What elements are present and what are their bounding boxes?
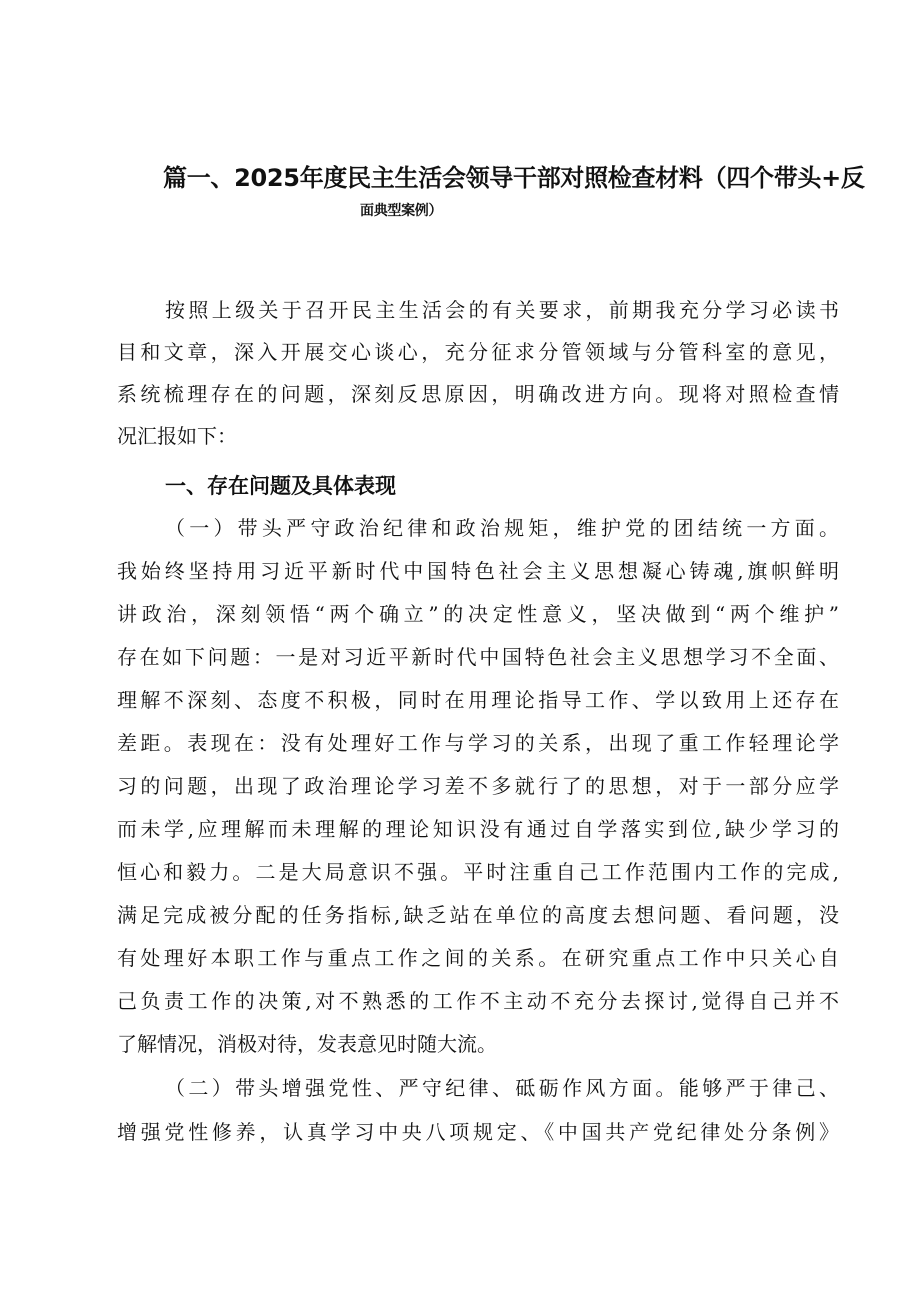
- section-heading: 一、存在问题及具体表现: [165, 474, 396, 498]
- paragraph-line: 差距。表现在：没有处理好工作与学习的关系，出现了重工作轻理论学: [117, 731, 839, 755]
- paragraph-line: 恒心和毅力。二是大局意识不强。平时注重自己工作范围内工作的完成,: [117, 860, 839, 884]
- paragraph-line: 理解不深刻、态度不积极，同时在用理论指导工作、学以致用上还存在: [117, 688, 839, 712]
- paragraph-line: 增强党性修养，认真学习中央八项规定、《中国共产党纪律处分条例》: [117, 1120, 839, 1144]
- paragraph-line: 而未学,应理解而未理解的理论知识没有通过自学落实到位,缺少学习的: [117, 817, 839, 841]
- paragraph-line: 存在如下问题：一是对习近平新时代中国特色社会主义思想学习不全面、: [117, 645, 839, 669]
- paragraph-line: 有处理好本职工作与重点工作之间的关系。在研究重点工作中只关心自: [117, 946, 839, 970]
- paragraph-line: 我始终坚持用习近平新时代中国特色社会主义思想凝心铸魂,旗帜鲜明: [117, 559, 839, 583]
- paragraph-line: 满足完成被分配的任务指标,缺乏站在单位的高度去想问题、看问题，没: [117, 903, 839, 927]
- document-title-line-2: 面典型案例）: [360, 203, 443, 219]
- paragraph-line: 讲政治，深刻领悟“两个确立”的决定性意义，坚决做到“两个维护”: [117, 602, 839, 626]
- intro-line: 况汇报如下：: [117, 424, 237, 448]
- document-title-line-1: 篇一、2025年度民主生活会领导干部对照检查材料（四个带头+反: [163, 164, 865, 192]
- intro-line: 按照上级关于召开民主生活会的有关要求，前期我充分学习必读书: [165, 298, 839, 322]
- paragraph-line: 了解情况，消极对待，发表意见时随大流。: [117, 1032, 497, 1056]
- intro-line: 系统梳理存在的问题，深刻反思原因，明确改进方向。现将对照检查情: [117, 382, 839, 406]
- paragraph-line: 己负责工作的决策,对不熟悉的工作不主动不充分去探讨,觉得自己并不: [117, 989, 839, 1013]
- paragraph-line: （二）带头增强党性、严守纪律、砥砺作风方面。能够严于律己、: [165, 1076, 839, 1100]
- intro-line: 目和文章，深入开展交心谈心，充分征求分管领域与分管科室的意见，: [117, 340, 839, 364]
- paragraph-line: 习的问题，出现了政治理论学习差不多就行了的思想，对于一部分应学: [117, 774, 839, 798]
- paragraph-line: （一）带头严守政治纪律和政治规矩，维护党的团结统一方面。: [165, 516, 839, 540]
